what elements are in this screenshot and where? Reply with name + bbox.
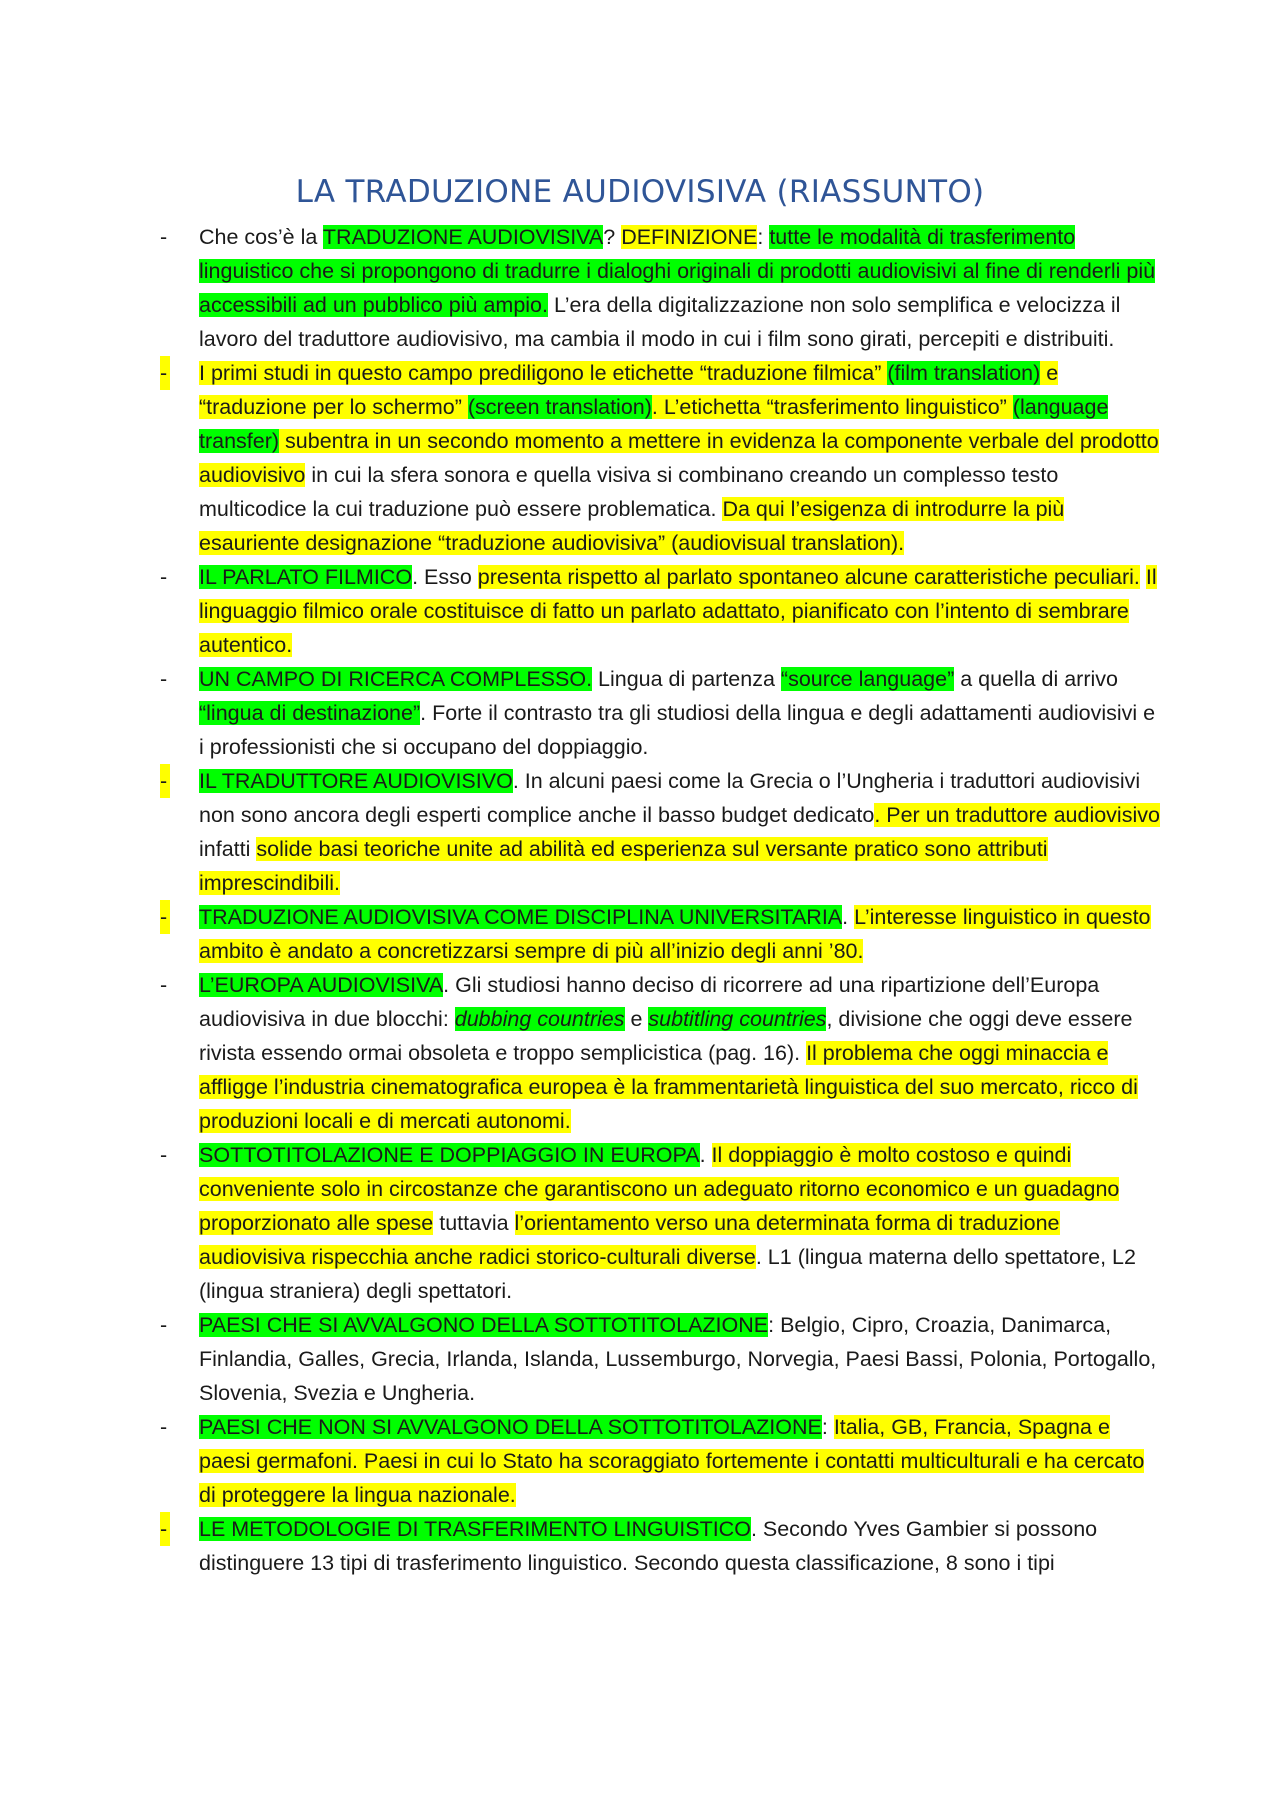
highlight-yellow: Il doppiaggio è molto costoso e quindi conveniente solo in circostanze che garantiscono un adeguato ritorno economico e un guadagno proporzionato alle spese	[199, 1143, 1120, 1235]
bullet-dash: -	[160, 667, 168, 691]
list-item	[0, 968, 1161, 1138]
text-segment	[1140, 565, 1146, 589]
document-title: LA TRADUZIONE AUDIOVISIVA (RIASSUNTO)	[295, 174, 985, 210]
highlight-green: PAESI CHE SI AVVALGONO DELLA SOTTOTITOLAZIONE	[199, 1313, 769, 1337]
item-text	[199, 356, 1161, 560]
highlight-green: SOTTOTITOLAZIONE E DOPPIAGGIO IN EUROPA	[199, 1143, 700, 1167]
highlight-green: UN CAMPO DI RICERCA COMPLESSO.	[199, 667, 593, 691]
highlight-green: tutte le modalità di trasferimento linguistico che si propongono di tradurre i dialoghi originali di prodotti audiovisivi al fine di renderli più accessibili ad un pubblico più ampio.	[199, 225, 1156, 317]
text-segment: e	[624, 1007, 649, 1031]
bullet-dash: -	[160, 225, 168, 249]
text-segment: L’era della digitalizzazione non solo semplifica e velocizza il lavoro del traduttore audiovisivo, ma cambia il modo in cui i film sono girati, percepiti e distribuiti.	[199, 293, 1121, 351]
highlight-yellow: . Per un traduttore audiovisivo	[874, 803, 1160, 827]
list-item	[0, 1308, 1161, 1410]
highlight-yellow: I primi studi in questo campo prediligono le etichette “traduzione filmica”	[199, 361, 888, 385]
bullet-dash: -	[160, 1512, 170, 1546]
text-segment: Che cos’è la	[199, 225, 323, 249]
text-segment: . L1 (lingua materna dello spettatore, L2 (lingua straniera) degli spettatori.	[199, 1245, 1136, 1303]
highlight-green: (screen translation)	[467, 395, 652, 419]
text-segment: . In alcuni paesi come la Grecia o l’Ungheria i traduttori audiovisivi non sono ancora degli esperti complice anche il basso budget dedicato	[199, 769, 1141, 827]
bullet-dash: -	[160, 356, 170, 390]
highlight-green: IL PARLATO FILMICO	[199, 565, 413, 589]
text-segment: : Belgio, Cipro, Croazia, Danimarca, Finlandia, Galles, Grecia, Irlanda, Islanda, Lussemburgo, Norvegia, Paesi Bassi, Polonia, Portogallo, Slovenia, Svezia e Ungheria.	[199, 1313, 1157, 1405]
item-text	[199, 220, 1161, 356]
bullet-dash: -	[160, 565, 168, 589]
bullet-dash: -	[160, 764, 170, 798]
bullet-list	[0, 220, 1280, 1580]
item-text	[199, 1308, 1161, 1410]
highlight-yellow: Da qui l’esigenza di introdurre la più esauriente designazione “traduzione audiovisiva” (audiovisual translation).	[199, 497, 1065, 555]
text-segment: , divisione che oggi deve essere rivista essendo ormai obsoleta e troppo semplicistica (pag. 16).	[199, 1007, 1133, 1065]
list-item	[0, 356, 1161, 560]
list-item	[0, 900, 1161, 968]
text-segment: ?	[603, 225, 622, 249]
highlight-green: “source language”	[780, 667, 955, 691]
highlight-yellow: subentra in un secondo momento a mettere in evidenza la componente verbale del prodotto audiovisivo	[199, 429, 1159, 487]
text-segment: infatti	[199, 837, 257, 861]
item-text	[199, 1512, 1161, 1580]
item-text	[199, 900, 1161, 968]
highlight-green: subtitling countries	[648, 1007, 827, 1031]
highlight-yellow: L’interesse linguistico in questo ambito è andato a concretizzarsi sempre di più all’inizio degli anni ’80.	[199, 905, 1151, 963]
highlight-yellow: Il problema che oggi minaccia e affligge l’industria cinematografica europea è la frammentarietà linguistica del suo mercato, ricco di produzioni locali e di mercati autonomi.	[199, 1041, 1138, 1133]
highlight-yellow: Il linguaggio filmico orale costituisce di fatto un parlato adattato, pianificato con l’intento di sembrare autentico.	[199, 565, 1157, 657]
highlight-yellow: solide basi teoriche unite ad abilità ed esperienza sul versante pratico sono attributi imprescindibili.	[199, 837, 1048, 895]
list-item	[0, 1410, 1161, 1512]
list-item	[0, 1138, 1161, 1308]
highlight-yellow: e “traduzione per lo schermo”	[199, 361, 1059, 419]
bullet-dash: -	[160, 1313, 168, 1337]
item-text	[199, 1138, 1161, 1308]
text-segment: . Esso	[412, 565, 478, 589]
text-segment: . Secondo Yves Gambier si possono distinguere 13 tipi di trasferimento linguistico. Secondo questa classificazione, 8 sono i tipi	[199, 1517, 1098, 1575]
highlight-green: IL TRADUTTORE AUDIOVISIVO	[199, 769, 513, 793]
list-item	[0, 560, 1161, 662]
highlight-yellow: presenta rispetto al parlato spontaneo alcune caratteristiche peculiari.	[477, 565, 1140, 589]
highlight-green: TRADUZIONE AUDIOVISIVA	[322, 225, 604, 249]
bullet-dash: -	[160, 973, 168, 997]
item-text	[199, 764, 1161, 900]
highlight-green: (film translation)	[887, 361, 1041, 385]
highlight-green: TRADUZIONE AUDIOVISIVA COME DISCIPLINA UNIVERSITARIA	[199, 905, 843, 929]
bullet-dash: -	[160, 900, 170, 934]
highlight-yellow: DEFINIZIONE	[621, 225, 758, 249]
text-segment: .	[842, 905, 855, 929]
text-segment: a quella di arrivo	[954, 667, 1118, 691]
text-segment: Lingua di partenza	[592, 667, 781, 691]
item-text	[199, 1410, 1161, 1512]
highlight-yellow: l’orientamento verso una determinata forma di traduzione audiovisiva rispecchia anche radici storico-culturali diverse	[199, 1211, 1060, 1269]
highlight-green: PAESI CHE NON SI AVVALGONO DELLA SOTTOTITOLAZIONE	[199, 1415, 822, 1439]
text-segment: :	[757, 225, 770, 249]
text-segment: . Forte il contrasto tra gli studiosi della lingua e degli adattamenti audiovisivi e i professionisti che si occupano del doppiaggio.	[199, 701, 1156, 759]
highlight-green: (language transfer)	[199, 395, 1109, 453]
highlight-green: L’EUROPA AUDIOVISIVA	[199, 973, 444, 997]
text-segment: tuttavia	[433, 1211, 515, 1235]
list-item	[0, 662, 1161, 764]
text-segment: in cui la sfera sonora e quella visiva si combinano creando un complesso testo multicodice la cui traduzione può essere problematica.	[199, 463, 1059, 521]
bullet-dash: -	[160, 1143, 168, 1167]
highlight-green: “lingua di destinazione”	[199, 701, 421, 725]
text-segment: :	[821, 1415, 834, 1439]
highlight-yellow: . L’etichetta “trasferimento linguistico”	[651, 395, 1013, 419]
item-text	[199, 662, 1161, 764]
highlight-green: dubbing countries	[454, 1007, 625, 1031]
list-item	[0, 1512, 1161, 1580]
highlight-yellow: Italia, GB, Francia, Spagna e paesi germafoni. Paesi in cui lo Stato ha scoraggiato fortemente i contatti multiculturali e ha cercato di proteggere la lingua nazionale.	[199, 1415, 1145, 1507]
highlight-green: LE METODOLOGIE DI TRASFERIMENTO LINGUISTICO	[199, 1517, 751, 1541]
text-segment: .	[699, 1143, 712, 1167]
item-text	[199, 560, 1161, 662]
item-text	[199, 968, 1161, 1138]
list-item	[0, 764, 1161, 900]
list-item	[0, 220, 1161, 356]
text-segment: . Gli studiosi hanno deciso di ricorrere ad una ripartizione dell’Europa audiovisiva in due blocchi:	[199, 973, 1100, 1031]
bullet-dash: -	[160, 1415, 168, 1439]
